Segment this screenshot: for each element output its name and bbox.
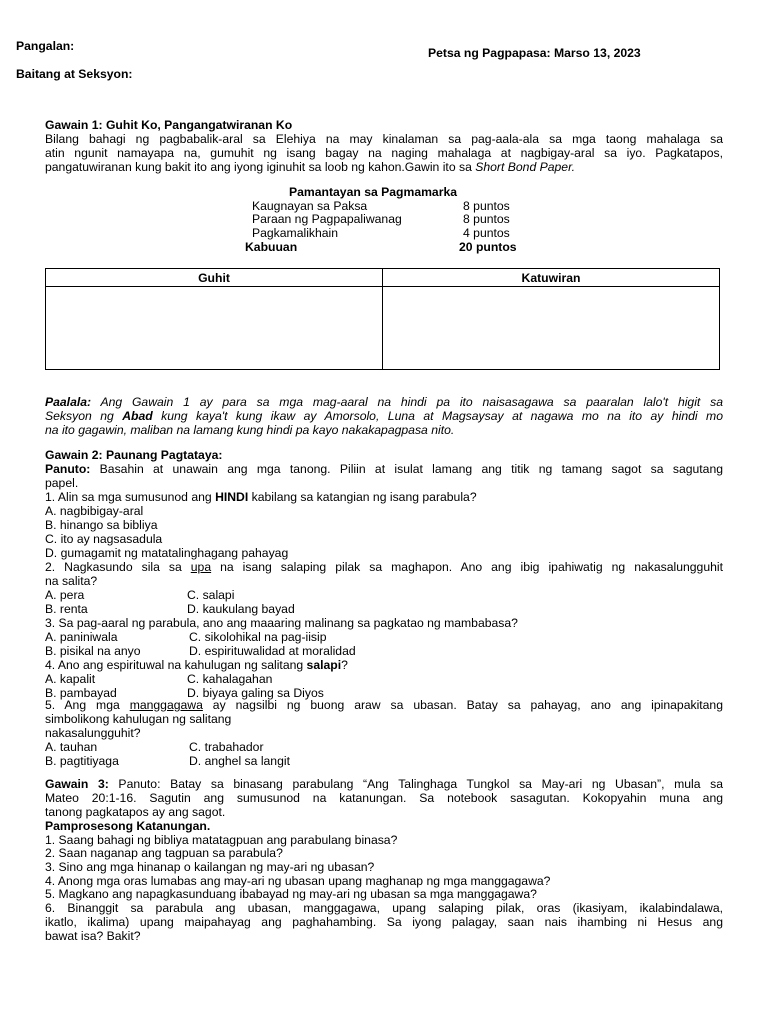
choice: D. kaukulang bayad bbox=[187, 602, 295, 616]
list-item: 3. Sino ang mga hinanap o kailangan ng may-ari ng ubasan? bbox=[45, 860, 375, 874]
gawain1-instruction-line3-text: pangatuwiranan kung bakit ito ang iyong iginuhit sa loob ng kahon.Gawin ito sa bbox=[45, 160, 476, 174]
choice: A. tauhan bbox=[45, 740, 98, 754]
choice: D. gumagamit ng matatalinghagang pahayag bbox=[45, 546, 289, 560]
grade-section-label: Baitang at Seksyon: bbox=[16, 67, 133, 81]
choice: A. pera bbox=[45, 588, 85, 602]
total-label: Kabuuan bbox=[245, 240, 298, 254]
question-1-hindi: HINDI bbox=[215, 490, 249, 504]
question-6-line3: bawat isa? Bakit? bbox=[45, 929, 141, 943]
choice: B. pambayad bbox=[45, 686, 117, 700]
question-5-line2: simbolikong kahulugan ng salitang bbox=[45, 712, 232, 726]
criterion-name: Kaugnayan sa Paksa bbox=[252, 199, 368, 213]
gawain2-title: Gawain 2: Paunang Pagtataya: bbox=[45, 448, 223, 462]
total-points: 20 puntos bbox=[459, 240, 517, 254]
choice: C. salapi bbox=[187, 588, 235, 602]
choice: B. pagtitiyaga bbox=[45, 754, 119, 768]
reasoning-cell bbox=[383, 287, 720, 370]
choice: A. nagbibigay-aral bbox=[45, 504, 144, 518]
question-3: 3. Sa pag-aaral ng parabula, ano ang maaaring malinang sa pagkatao ng mambabasa? bbox=[45, 616, 518, 630]
choice: A. kapalit bbox=[45, 672, 96, 686]
question-4 bbox=[45, 658, 348, 672]
gawain1-instruction-line3 bbox=[45, 160, 723, 174]
gawain1-title: Gawain 1: Guhit Ko, Pangangatwiranan Ko bbox=[45, 118, 293, 132]
criterion-points: 8 puntos bbox=[463, 199, 510, 213]
paalala-line1-text: Ang Gawain 1 ay para sa mga mag-aaral na hindi pa ito naisasagawa sa paaralan lalo't higit sa bbox=[91, 395, 723, 409]
paalala-line3: na ito gagawin, maliban na lamang kung hindi pa kayo nakakapagpasa nito. bbox=[45, 423, 455, 437]
short-bond-paper-text: Short Bond Paper. bbox=[475, 160, 576, 174]
criterion-name: Pagkamalikhain bbox=[252, 226, 339, 240]
question-1 bbox=[45, 490, 477, 504]
panuto-line2: papel. bbox=[45, 476, 79, 490]
choice: D. biyaya galing sa Diyos bbox=[187, 686, 324, 700]
question-5 bbox=[45, 698, 723, 740]
question-4-text-b: ? bbox=[341, 658, 348, 672]
gawain3-instruction bbox=[45, 777, 723, 819]
question-1-text-a: 1. Alin sa mga sumusunod ang bbox=[45, 490, 216, 504]
question-2-line1 bbox=[45, 560, 723, 574]
table-header-guhit: Guhit bbox=[46, 269, 383, 287]
question-4-salapi: salapi bbox=[306, 658, 342, 672]
gawain1-instruction bbox=[45, 132, 723, 174]
gawain3-label: Gawain 3: bbox=[45, 777, 109, 791]
gawain3-line2: Mateo 20:1-16. Sagutin ang sumusunod na katanungan. Sa notebook sasagutan. Kokopyahin muna ang bbox=[45, 791, 723, 805]
question-5-text-b: ay nagsilbi ng buong araw sa ubasan. Batay sa pahayag, ano ang ipinapakitang bbox=[202, 698, 723, 712]
drawing-cell bbox=[46, 287, 383, 370]
question-6-line2: ikatlo, ikalima) upang maipahayag ang paghahambing. Sa iyong palagay, saan nais ihambing ni Hesus ang bbox=[45, 915, 723, 929]
paalala-note bbox=[45, 395, 723, 437]
question-6-line1: 6. Binanggit sa parabula ang ubasan, manggagawa, upang salaping pilak, oras (ikasiyam, ikalabindalawa, bbox=[45, 901, 723, 915]
question-1-text-b: kabilang sa katangian ng isang parabula? bbox=[248, 490, 477, 504]
question-2-line2: na salita? bbox=[45, 574, 98, 588]
rubric-title: Pamantayan sa Pagmamarka bbox=[289, 185, 458, 199]
list-item: 2. Saan naganap ang tagpuan sa parabula? bbox=[45, 846, 283, 860]
gawain2-panuto bbox=[45, 462, 723, 490]
paalala-line2-a: Seksyon ng bbox=[45, 409, 123, 423]
paalala-line2-b: kung kaya't kung ikaw ay Amorsolo, Luna at Magsaysay at nagawa mo na ito ay hindi mo bbox=[152, 409, 723, 423]
question-2-upa: upa bbox=[190, 560, 212, 574]
panuto-line1 bbox=[45, 462, 723, 476]
paalala-label: Paalala: bbox=[45, 395, 92, 409]
gawain3-line1 bbox=[45, 777, 723, 791]
criterion-points: 4 puntos bbox=[463, 226, 510, 240]
gawain3-line1-text: Panuto: Batay sa binasang parabulang “Ang Talinghaga Tungkol sa May-ari ng Ubasan”, mula sa bbox=[108, 777, 723, 791]
question-5-manggagawa: manggagawa bbox=[129, 698, 203, 712]
choice: D. anghel sa langit bbox=[189, 754, 290, 768]
panuto-line1-text: Basahin at unawain ang mga tanong. Piliin at isulat lamang ang titik ng tamang sagot sa sagutang bbox=[90, 462, 723, 476]
pamprosesong-katanungan-title: Pamprosesong Katanungan. bbox=[45, 819, 211, 833]
name-label: Pangalan: bbox=[16, 39, 75, 53]
paalala-line2 bbox=[45, 409, 723, 423]
date-label: Petsa ng Pagpapasa: Marso 13, 2023 bbox=[428, 46, 641, 60]
question-6 bbox=[45, 901, 723, 943]
choice: A. paniniwala bbox=[45, 630, 118, 644]
choice: C. kahalagahan bbox=[187, 672, 273, 686]
criterion-points: 8 puntos bbox=[463, 212, 510, 226]
question-5-line3: nakasalungguhit? bbox=[45, 726, 141, 740]
list-item: 5. Magkano ang napagkasunduang ibabayad ng may-ari ng ubasan sa mga manggagawa? bbox=[45, 887, 537, 901]
panuto-label: Panuto: bbox=[45, 462, 91, 476]
choice: B. hinango sa bibliya bbox=[45, 518, 158, 532]
table-header-katuwiran: Katuwiran bbox=[383, 269, 720, 287]
choice: C. sikolohikal na pag-iisip bbox=[189, 630, 327, 644]
question-2 bbox=[45, 560, 723, 588]
question-2-text-a: 2. Nagkasundo sila sa bbox=[45, 560, 191, 574]
abad-section-text: Abad bbox=[122, 409, 153, 423]
choice: C. ito ay nagsasadula bbox=[45, 532, 163, 546]
question-2-text-b: na isang salaping pilak sa maghapon. Ano ang ibig ipahiwatig ng nakasalungguhit bbox=[211, 560, 723, 574]
gawain1-instruction-line1: Bilang bahagi ng pagbabalik-aral sa Elehiya na may kinalaman sa pag-aala-ala sa mga taong mahalaga sa bbox=[45, 132, 723, 146]
drawing-reasoning-table bbox=[45, 268, 720, 370]
paalala-line1 bbox=[45, 395, 723, 409]
choice: C. trabahador bbox=[189, 740, 264, 754]
question-5-text-a: 5. Ang mga bbox=[45, 698, 130, 712]
gawain3-line3: tanong pagkatapos ay ang sagot. bbox=[45, 805, 226, 819]
choice: B. pisikal na anyo bbox=[45, 644, 141, 658]
choice: D. espirituwalidad at moralidad bbox=[189, 644, 356, 658]
question-4-text-a: 4. Ano ang espirituwal na kahulugan ng salitang bbox=[45, 658, 307, 672]
choice: B. renta bbox=[45, 602, 88, 616]
gawain1-instruction-line2: atin ngunit namayapa na, gumuhit ng isang bagay na naging mahalaga at nagbigay-aral sa iyo. Pagkatapos, bbox=[45, 146, 723, 160]
list-item: 4. Anong mga oras lumabas ang may-ari ng ubasan upang maghanap ng mga manggagawa? bbox=[45, 874, 551, 888]
question-5-line1 bbox=[45, 698, 723, 712]
list-item: 1. Saang bahagi ng bibliya matatagpuan ang parabulang binasa? bbox=[45, 833, 398, 847]
criterion-name: Paraan ng Pagpapaliwanag bbox=[252, 212, 402, 226]
